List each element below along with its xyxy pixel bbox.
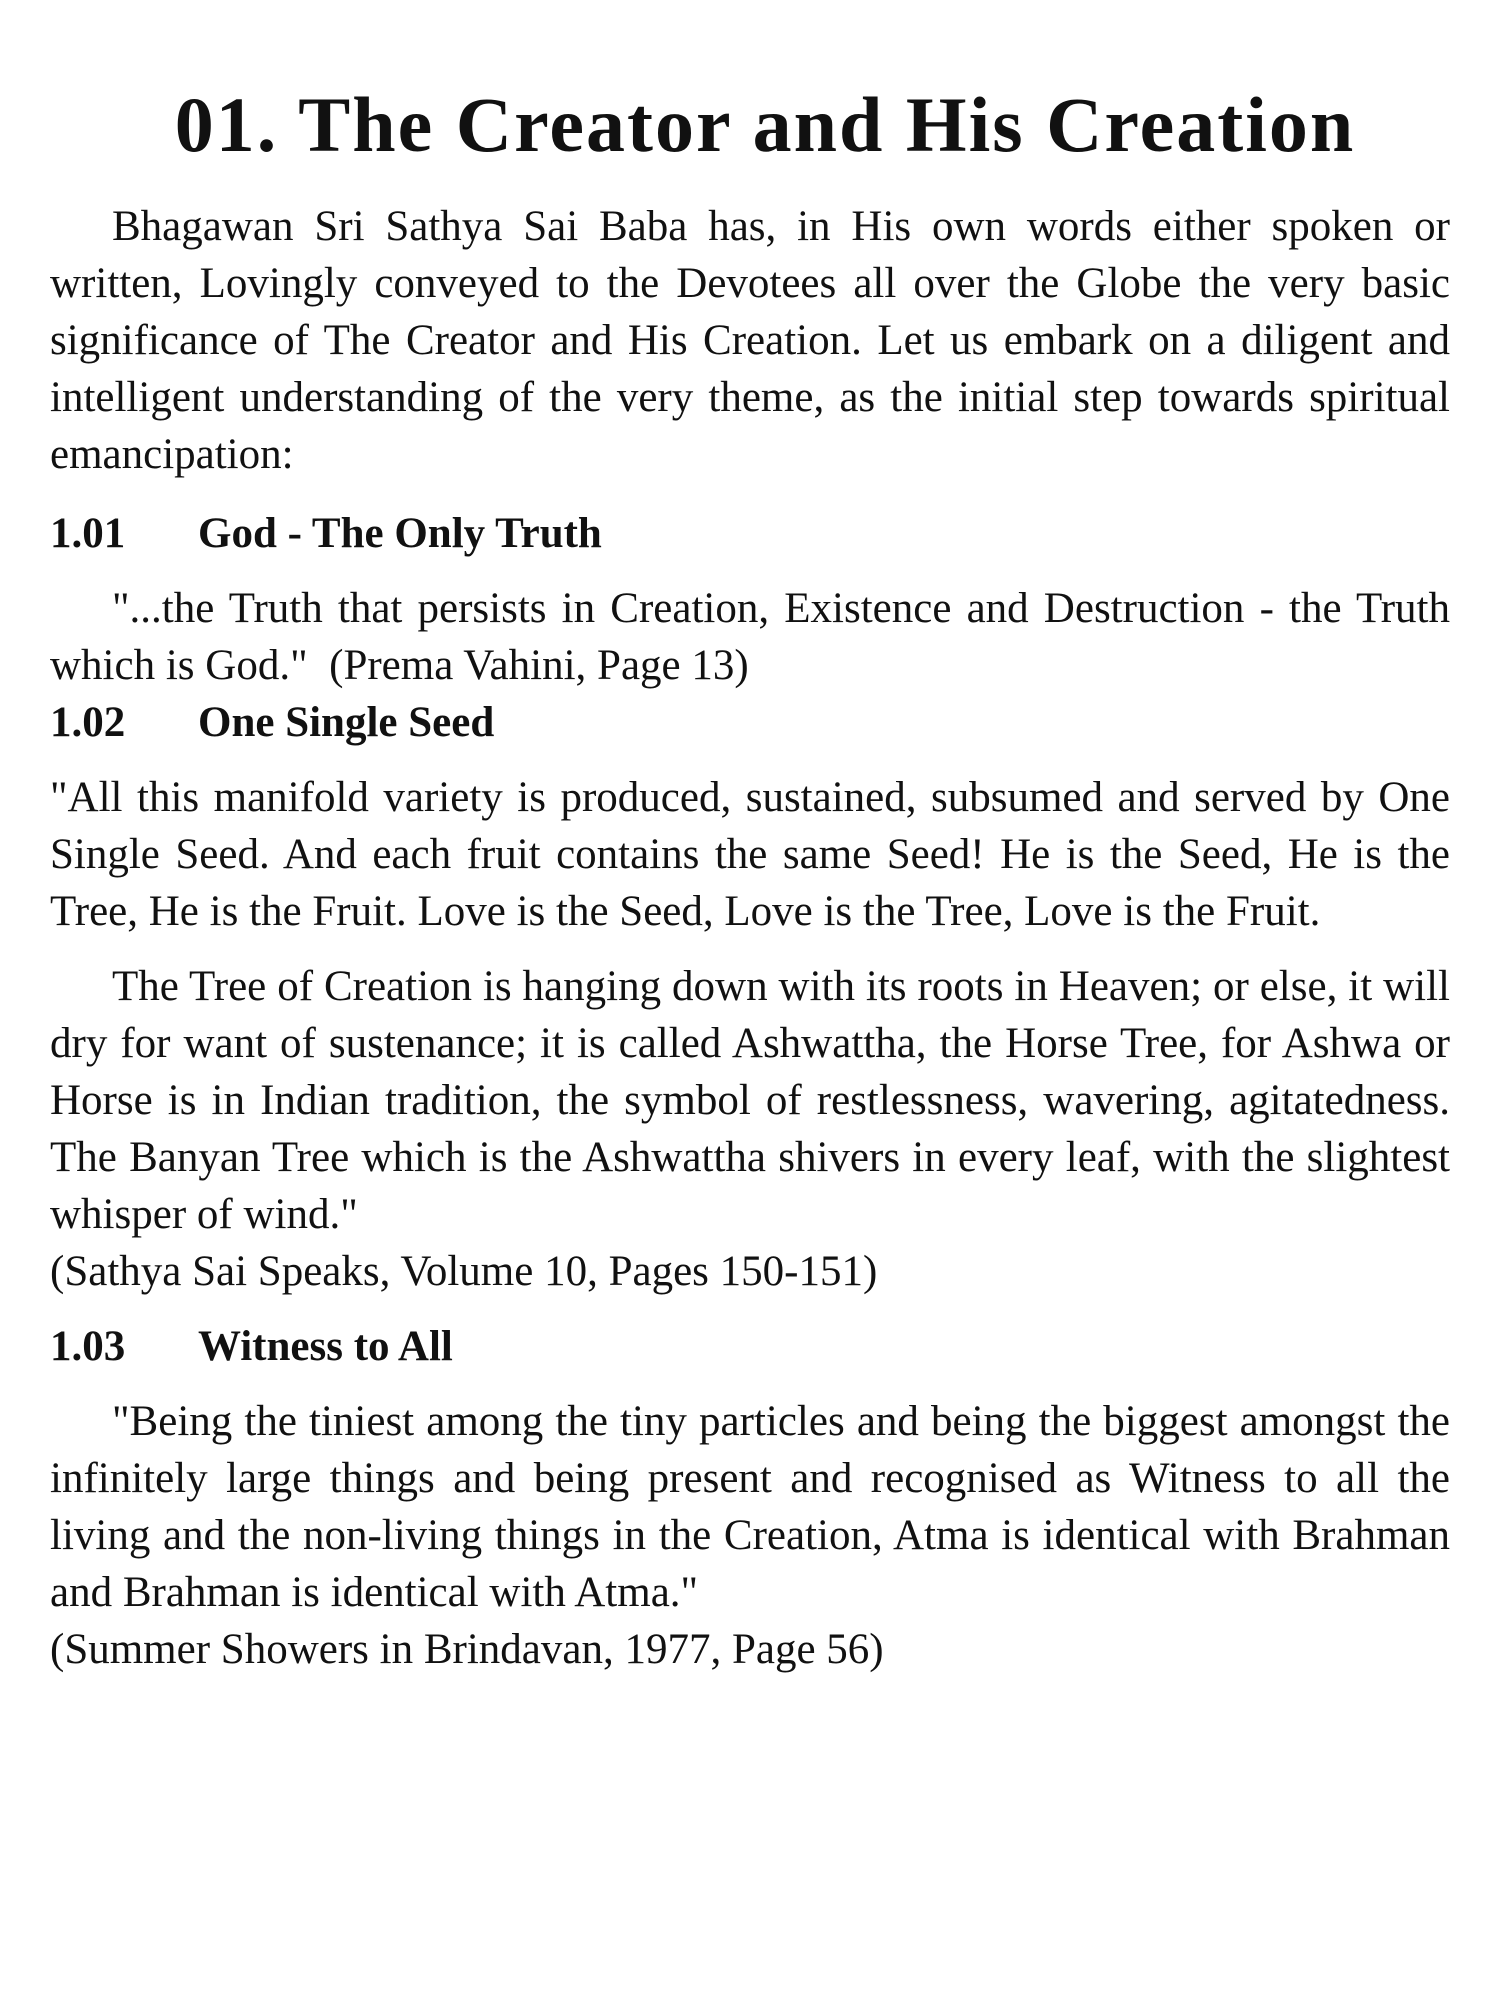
section-title: Witness to All	[198, 1322, 453, 1370]
section-heading-1-03	[50, 1318, 1450, 1375]
quote-1-03: "Being the tiniest among the tiny particles and being the biggest amongst the infinitely large things and being present and recognised as Witness to all the living and the non-living things in the Creation, Atma is identical with Brahman and Brahman is identical with Atma."	[50, 1397, 1450, 1616]
intro-paragraph: Bhagawan Sri Sathya Sai Baba has, in His own words either spoken or written, Lovingly conveyed to the Devotees all over the Globe the very basic significance of The Creator and His Creation. Let us embark on a diligent and intelligent understanding of the very theme, as the initial step towards spiritual emancipation:	[50, 202, 1450, 478]
section-number: 1.03	[50, 1322, 126, 1370]
section-number: 1.01	[50, 509, 126, 557]
section-number: 1.02	[50, 698, 126, 746]
quote-text: "...the Truth that persists in Creation, Existence and Destruction - the Truth which is God."	[50, 584, 1450, 689]
section-heading-1-02	[50, 694, 1450, 751]
quote-1-02-part-1: "All this manifold variety is produced, sustained, subsumed and served by One Single Seed. And each fruit contains the same Seed! He is the Seed, He is the Tree, He is the Fruit. Love is the Seed, Love is the Tree, Love is the Fruit.	[50, 773, 1450, 935]
quote-1-01	[50, 580, 1450, 694]
section-heading-1-01	[50, 505, 1450, 562]
quote-1-02-part-2: The Tree of Creation is hanging down with its roots in Heaven; or else, it will dry for want of sustenance; it is called Ashwattha, the Horse Tree, for Ashwa or Horse is in Indian tradition, the symbol of restlessness, wavering, agitatedness. The Banyan Tree which is the Ashwattha shivers in every leaf, with the slightest whisper of wind."	[50, 962, 1450, 1238]
document-page	[50, 80, 1450, 1678]
quote-source-1-03: (Summer Showers in Brindavan, 1977, Page 56)	[50, 1625, 884, 1673]
quote-source-1-02: (Sathya Sai Speaks, Volume 10, Pages 150-151)	[50, 1247, 878, 1295]
section-title: One Single Seed	[198, 698, 495, 746]
page-title: 01. The Creator and His Creation	[174, 81, 1356, 168]
quote-source: (Prema Vahini, Page 13)	[329, 641, 749, 689]
section-title: God - The Only Truth	[198, 509, 602, 557]
